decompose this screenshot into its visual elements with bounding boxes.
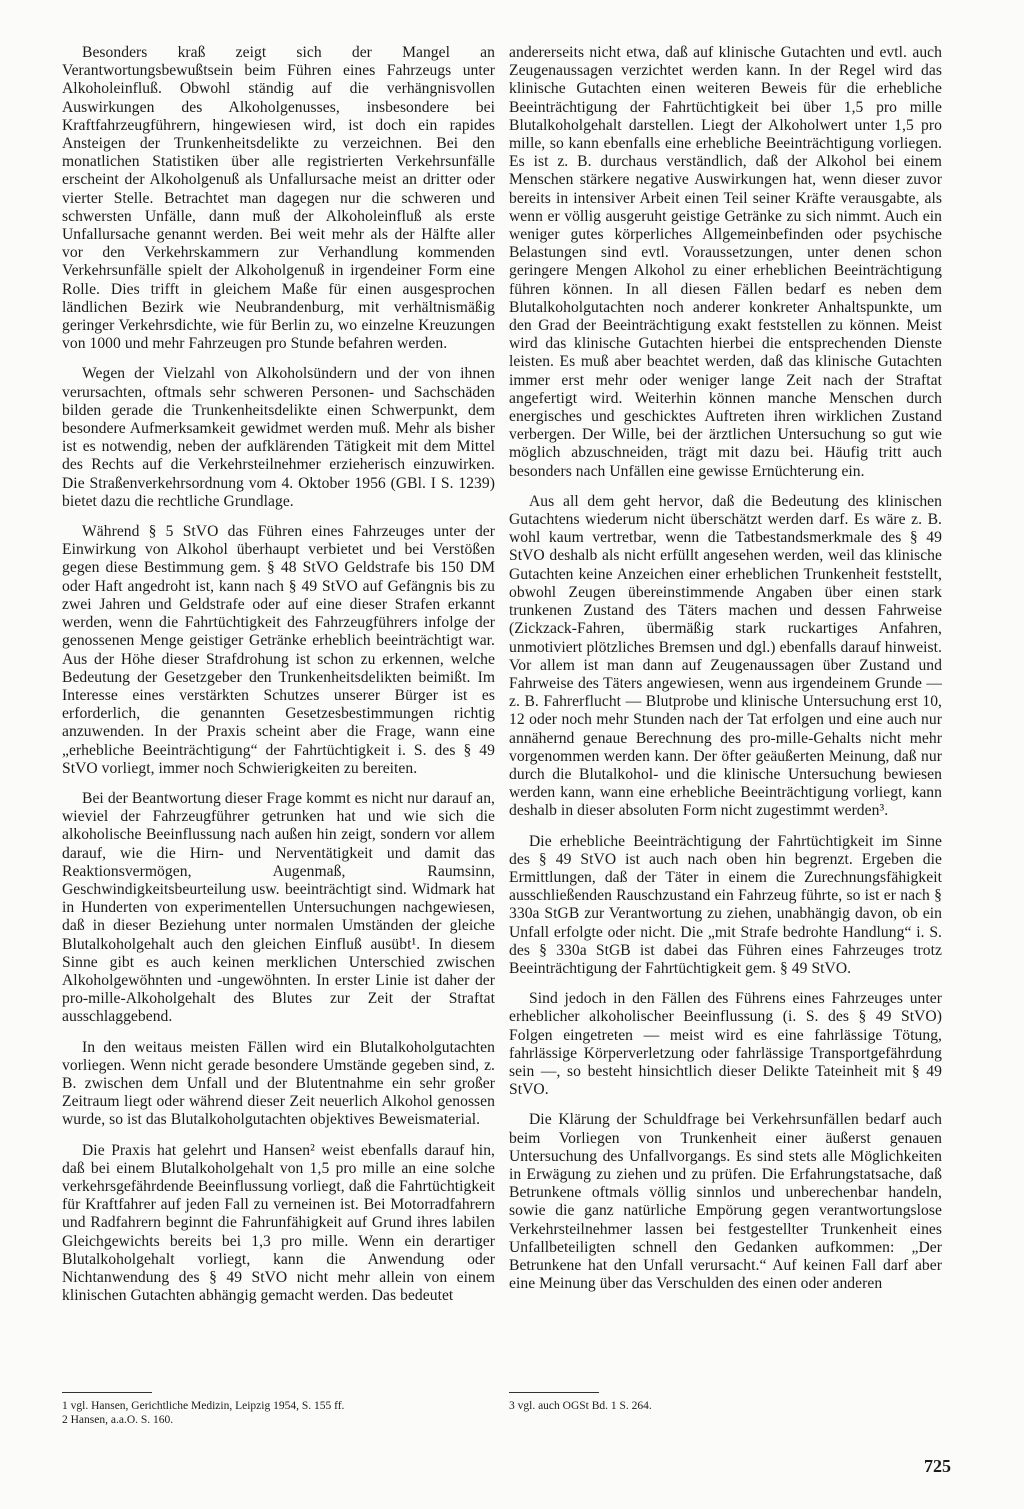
paragraph: Bei der Beantwortung dieser Frage kommt es nicht nur darauf an, wieviel der Fahrzeugführer getrunken hat und wie sich die alkoholische Beeinflussung nach außen hin zeigt, sondern vor allem darauf, wie die Hirn- und Nerventätigkeit und damit das Reaktionsvermögen, Augenmaß, Raumsinn, Geschwindigkeitsbeurteilung usw. beeinträchtigt sind. Widmark hat in Hunderten von experimentellen Untersuchungen nachgewiesen, daß in dieser Beziehung unter normalen Umständen der gleiche Blutalkoholgehalt auch den gleichen Einfluß ausübt¹. In diesem Sinne gibt es auch keinen merklichen Unterschied zwischen Alkoholgewöhnten und -ungewöhnten. In erster Linie ist daher der pro-mille-Alkoholgehalt des Blutes zur Zeit der Straftat ausschlaggebend. <box>62 789 495 1026</box>
paragraph: Die erhebliche Beeinträchtigung der Fahrtüchtigkeit im Sinne des § 49 StVO ist auch nach oben hin begrenzt. Ergeben die Ermittlungen, daß der Täter in einem die Zurechnungsfähigkeit ausschließenden Rauschzustand ein Fahrzeug führte, so ist er nach § 330a StGB zur Verantwortung zu ziehen, unabhängig davon, ob ein Unfall erfolgte oder nicht. Die „mit Strafe bedrohte Handlung“ i. S. des § 330a StGB ist dabei das Führen eines Fahrzeuges trotz Beeinträchtigung der Fahrtüchtigkeit gem. § 49 StVO. <box>509 832 942 977</box>
paragraph: In den weitaus meisten Fällen wird ein Blutalkoholgutachten vorliegen. Wenn nicht gerade besondere Umstände gegeben sind, z. B. zwischen dem Unfall und der Blutentnahme ein sehr großer Zeitraum liegt oder während dieser Zeit neuerlich Alkohol genossen wurde, so ist das Blutalkoholgutachten objektives Beweismaterial. <box>62 1038 495 1129</box>
footnote: 1 vgl. Hansen, Gerichtliche Medizin, Leipzig 1954, S. 155 ff. <box>62 1400 345 1412</box>
footnote-rule <box>62 1392 152 1393</box>
paragraph: Wegen der Vielzahl von Alkoholsündern und der von ihnen verursachten, oftmals sehr schweren Personen- und Sachschäden bilden gerade die Trunkenheitsdelikte einen Schwerpunkt, dem besondere Aufmerksamkeit gewidmet werden muß. Mehr als bisher ist es notwendig, neben der aufklärenden Tätigkeit mit dem Mittel des Rechts auf die Verkehrsteilnehmer erzieherisch einzuwirken. Die Straßenverkehrsordnung vom 4. Oktober 1956 (GBl. I S. 1239) bietet dazu die rechtliche Grundlage. <box>62 365 495 510</box>
footnotes-left <box>62 1392 495 1427</box>
page-number: 725 <box>924 1456 951 1476</box>
paragraph: Besonders kraß zeigt sich der Mangel an Verantwortungsbewußtsein beim Führen eines Fahrzeugs unter Alkoholeinfluß. Obwohl ständig auf die verhängnisvollen Auswirkungen des Alkoholgenusses, insbesondere bei Kraftfahrzeugführern, hingewiesen wird, ist doch ein rapides Ansteigen der Trunkenheitsdelikte zu verzeichnen. Bei den monatlichen Statistiken über alle registrierten Verkehrsunfälle erscheint der Alkoholgenuß als Unfallursache meist an dritter oder vierter Stelle. Betrachtet man dagegen nur die schweren und schwersten Unfälle, dann muß der Alkoholeinfluß als erste Unfallursache genannt werden. Bei weit mehr als der Hälfte aller vor den Verkehrskammern zur Verhandlung kommenden Verkehrsunfälle spielt der Alkoholgenuß in irgendeiner Form eine Rolle. Dies trifft in gleichem Maße für einen ausgesprochen ländlichen Bezirk wie Neubrandenburg, mit verhältnismäßig geringer Verkehrsdichte, wie für Berlin zu, wo einzelne Kreuzungen von 1000 und mehr Fahrzeugen pro Stunde befahren werden. <box>62 44 495 353</box>
paragraph: andererseits nicht etwa, daß auf klinische Gutachten und evtl. auch Zeugenaussagen verzichtet werden kann. In der Regel wird das klinische Gutachten einen weiteren Beweis für die erhebliche Beeinträchtigung der Fahrtüchtigkeit bei über 1,5 pro mille Blutalkoholgehalt darstellen. Liegt der Alkoholwert unter 1,5 pro mille, so kann ebenfalls eine erhebliche Beeinträchtigung vorliegen. Es ist z. B. durchaus verständlich, daß der Alkohol bei einem Menschen stärkere negative Auswirkungen hat, wenn dieser zuvor bereits in intensiver Arbeit einen Teil seiner Kräfte verausgabte, als wenn er völlig ausgeruht geistige Getränke zu sich nimmt. Auch ein weniger gutes körperliches Allgemeinbefinden oder psychische Belastungen sind evtl. Voraussetzungen, unter denen schon geringere Mengen Alkohol zu einer erheblichen Beeinträchtigung führen können. In all diesen Fällen bedarf es neben dem Blutalkoholgutachten noch anderer konkreter Anhaltspunkte, um den Grad der Beeinträchtigung exakt feststellen zu können. Meist wird das klinische Gutachten hierbei die entsprechenden Dienste leisten. Es muß aber beachtet werden, daß das klinische Gutachten immer erst mehr oder weniger lange Zeit nach der Straftat angefertigt wird. Weiterhin können manche Menschen durch energisches und geschicktes Auftreten ihren wirklichen Zustand verbergen. Der Wille, bei der ärztlichen Untersuchung so gut wie möglich abzuschneiden, trägt mit dazu bei. Häufig tritt auch besonders nach Unfällen eine gewisse Ernüchterung ein. <box>509 44 942 480</box>
paragraph: Aus all dem geht hervor, daß die Bedeutung des klinischen Gutachtens wiederum nicht überschätzt werden darf. Es wäre z. B. wohl kaum vertretbar, wenn die Tatbestandsmerkmale des § 49 StVO deshalb als nicht erfüllt angesehen werden, weil das klinische Gutachten keine Anzeichen einer erheblichen Trunkenheit feststellt, obwohl Zeugen übereinstimmende Angaben über einen stark trunkenen Zustand des Täters machen und dessen Fahrweise (Zickzack-Fahren, übermäßig stark ruckartiges Anfahren, unmotiviert plötzliches Bremsen und dgl.) ebenfalls darauf hinweist. Vor allem ist man dann auf Zeugenaussagen über Zustand und Fahrweise des Täters angewiesen, wenn aus irgendeinem Grunde — z. B. Fahrerflucht — Blutprobe und klinische Untersuchung erst 10, 12 oder noch mehr Stunden nach der Tat erfolgen und eine auch nur annähernd genaue Berechnung des pro-mille-Gehalts nicht mehr vorgenommen werden kann. Der öfter geäußerten Meinung, daß nur durch die Blutalkohol- und die klinische Untersuchung bewiesen werden kann, wann eine erhebliche Beeinträchtigung vorliegt, kann deshalb in dieser absoluten Form nicht zugestimmt werden³. <box>509 492 942 820</box>
right-column <box>509 44 942 1305</box>
footnote-rule <box>509 1392 599 1393</box>
paragraph: Die Praxis hat gelehrt und Hansen² weist ebenfalls darauf hin, daß bei einem Blutalkoholgehalt von 1,5 pro mille an eine solche verkehrsgefährdende Beeinflussung vorliegt, daß die Fahrtüchtigkeit für Kraftfahrer auf jeden Fall zu verneinen ist. Bei Motorradfahrern und Radfahrern beginnt die Fahrunfähigkeit auf Grund ihres labilen Gleichgewichts bereits bei 1,3 pro mille. Wenn ein derartiger Blutalkoholgehalt vorliegt, kann die Anwendung oder Nichtanwendung des § 49 StVO nicht mehr allein von einem klinischen Gutachten abhängig gemacht werden. Das bedeutet <box>62 1141 495 1305</box>
paragraph: Während § 5 StVO das Führen eines Fahrzeuges unter der Einwirkung von Alkohol überhaupt verbietet und bei Verstößen gegen diese Bestimmung gem. § 48 StVO Geldstrafe bis 150 DM oder Haft angedroht ist, kann nach § 49 StVO auf Gefängnis bis zu zwei Jahren und Geldstrafe oder auf eine dieser Strafen erkannt werden, wenn die Fahrtüchtigkeit des Fahrzeugführers infolge der genossenen Menge geistiger Getränke erheblich beeinträchtigt war. Aus der Höhe dieser Strafdrohung ist schon zu erkennen, welche Bedeutung der Gesetzgeber den Trunkenheitsdelikten beimißt. Im Interesse eines verstärkten Schutzes unserer Bürger ist es erforderlich, die genannten Gesetzesbestimmungen richtig anzuwenden. In der Praxis scheint aber die Frage, wann eine „erhebliche Beeinträchtigung“ der Fahrtüchtigkeit i. S. des § 49 StVO vorliegt, immer noch Schwierigkeiten zu bereiten. <box>62 523 495 777</box>
paragraph: Die Klärung der Schuldfrage bei Verkehrsunfällen bedarf auch beim Vorliegen von Trunkenheit einer äußerst genauen Untersuchung des Unfallvorgangs. Es sind stets alle Möglichkeiten in Erwägung zu ziehen und zu prüfen. Die Erfahrungstatsache, daß Betrunkene oftmals völlig sinnlos und unberechenbar handeln, sowie die ganz natürliche Empörung gegen verantwortungslose Verkehrsteilnehmer lassen bei festgestellter Trunkenheit eines Unfallbeteiligten schnell den Gedanken aufkommen: „Der Betrunkene hat den Unfall verursacht.“ Auf keinen Fall darf aber eine Meinung über das Verschulden des einen oder anderen <box>509 1111 942 1293</box>
document-page <box>62 44 962 1484</box>
left-column <box>62 44 495 1317</box>
footnotes-right <box>509 1392 942 1413</box>
footnote: 2 Hansen, a.a.O. S. 160. <box>62 1414 174 1426</box>
footnote: 3 vgl. auch OGSt Bd. 1 S. 264. <box>509 1400 652 1412</box>
paragraph: Sind jedoch in den Fällen des Führens eines Fahrzeuges unter erheblicher alkoholischer Beeinflussung (i. S. des § 49 StVO) Folgen eingetreten — meist wird es eine fahrlässige Tötung, fahrlässige Körperverletzung oder fahrlässige Transportgefährdung sein —, so besteht hinsichtlich dieser Delikte Tateinheit mit § 49 StVO. <box>509 990 942 1099</box>
